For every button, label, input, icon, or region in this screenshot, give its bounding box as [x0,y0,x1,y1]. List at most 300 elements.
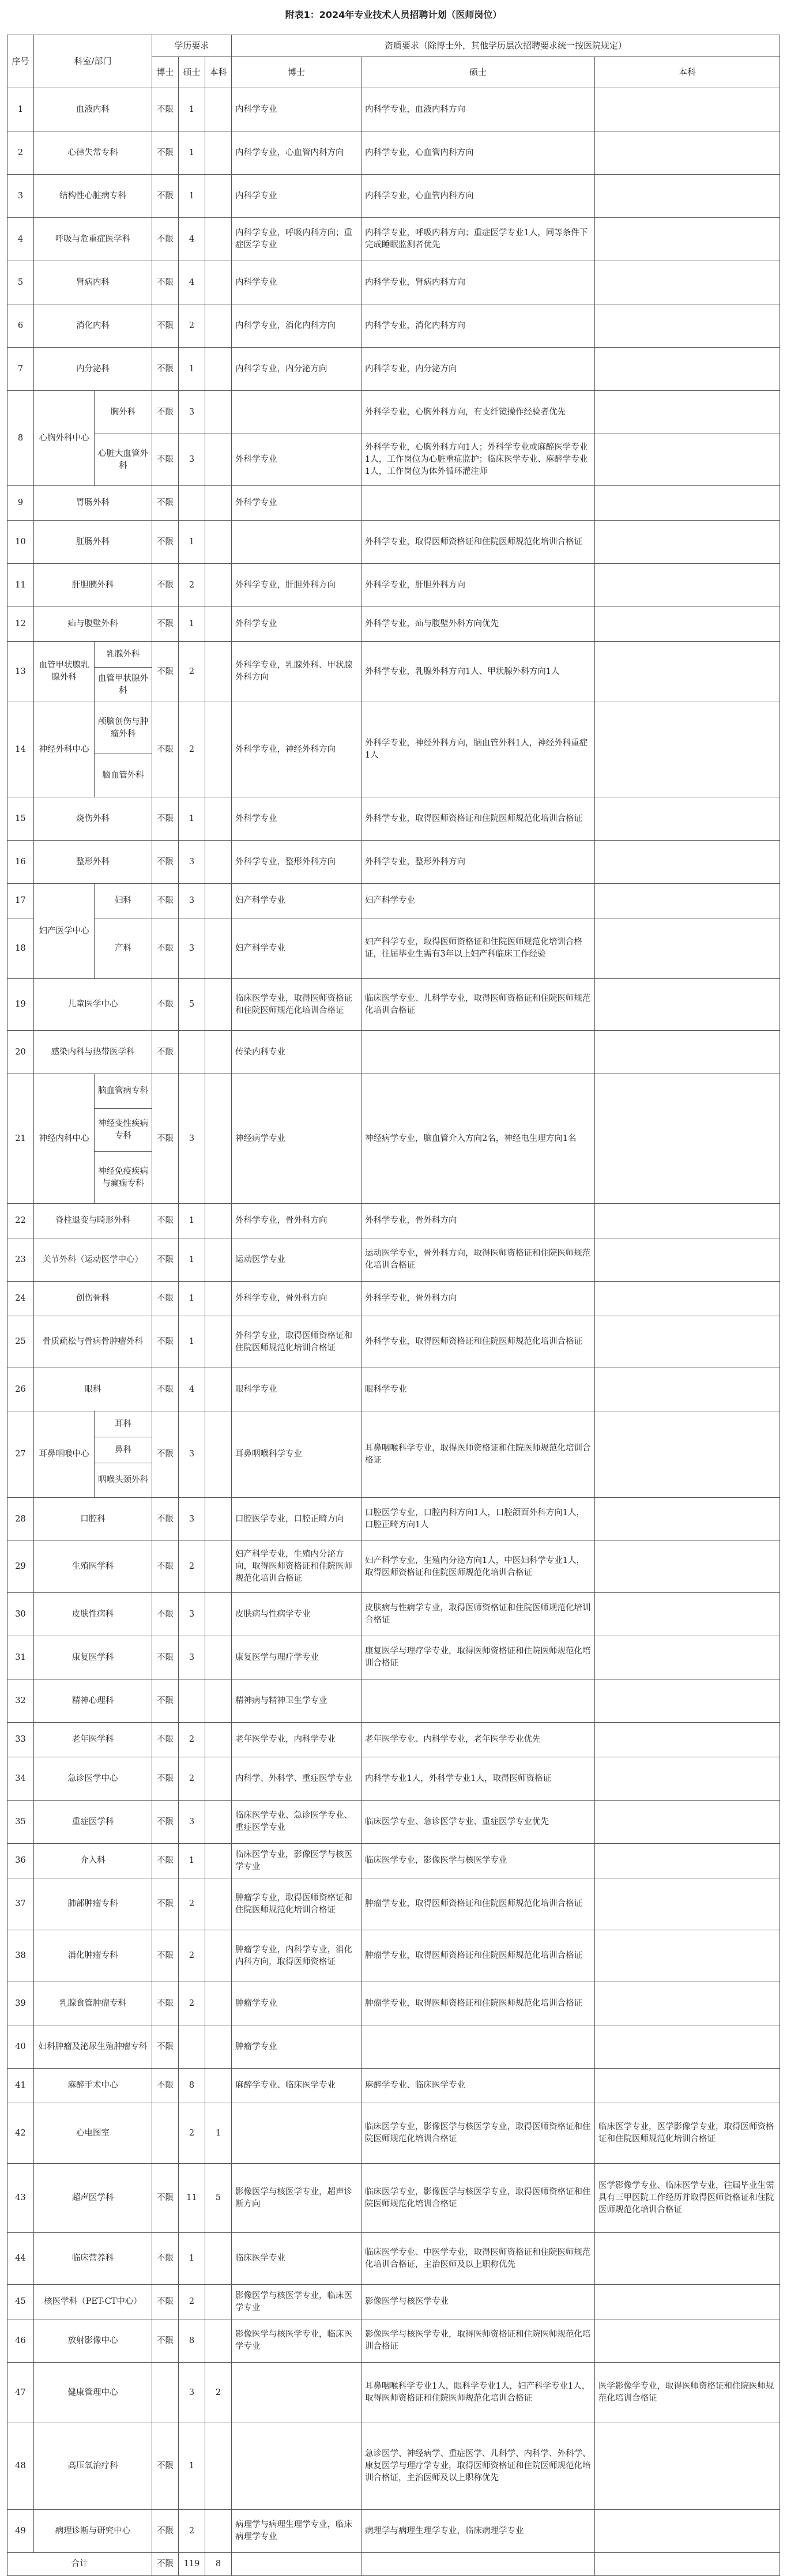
phd-req: 不限 [152,261,179,304]
qual-bachelor [595,1757,780,1801]
row-number: 36 [7,1844,34,1878]
row-number: 25 [7,1316,34,1368]
dept-name: 老年医学科 [34,1723,152,1757]
qual-bachelor [595,434,780,486]
table-row [7,1636,780,1679]
qual-phd: 肿瘤学专业，内科学专业，消化内科方向，取得医师资格证 [232,1930,362,1982]
phd-req: 不限 [152,434,179,486]
table-row [7,2103,780,2164]
phd-req: 不限 [152,884,179,918]
row-number: 8 [7,391,34,486]
table-row [7,2319,780,2363]
qual-bachelor [595,1636,780,1679]
qual-phd: 麻醉学专业、临床医学专业 [232,2069,362,2103]
qual-phd: 神经病学专业 [232,1074,362,1204]
phd-req: 不限 [152,1757,179,1801]
sub-dept-name: 脑血管外科 [95,754,152,797]
qual-master: 肿瘤学专业，取得医师资格证和住院医师规范化培训合格证 [362,1930,595,1982]
phd-req: 不限 [152,1930,179,1982]
qual-master [362,2025,595,2069]
master-count: 2 [179,564,205,607]
phd-req: 不限 [152,1801,179,1844]
dept-name: 心胸外科中心 [34,391,95,486]
table-row [7,1204,780,1238]
table-row [7,1368,780,1411]
sub-dept-name: 心脏大血管外科 [95,434,152,486]
qual-master: 老年医学专业、内科学专业，老年医学专业优先 [362,1723,595,1757]
table-row [7,1757,780,1801]
total-bachelor: 8 [205,2553,232,2576]
phd-req: 不限 [152,2233,179,2285]
master-count: 1 [179,797,205,841]
phd-req: 不限 [152,1031,179,1074]
dept-name: 康复医学科 [34,1636,152,1679]
sub-dept-name: 妇科 [95,884,152,918]
master-count: 2 [179,1878,205,1930]
qual-master: 外科学专业，取得医师资格证和住院医师规范化培训合格证 [362,1316,595,1368]
qual-master: 皮肤病与性病学专业，取得医师资格证和住院医师规范化培训合格证 [362,1593,595,1636]
row-number: 26 [7,1368,34,1411]
table-row [7,884,780,918]
master-count [179,1679,205,1723]
row-number: 41 [7,2069,34,2103]
row-number: 15 [7,797,34,841]
phd-req: 不限 [152,797,179,841]
table-row [7,607,780,642]
bachelor-count [205,218,232,261]
row-number: 22 [7,1204,34,1238]
master-count: 2 [179,702,205,797]
table-row [7,131,780,175]
dept-name: 口腔科 [34,1498,152,1541]
qual-bachelor [595,88,780,131]
qual-phd: 妇产科学专业 [232,918,362,979]
bachelor-count [205,88,232,131]
header-row [7,35,780,57]
qual-bachelor [595,918,780,979]
row-number: 6 [7,304,34,348]
row-number: 18 [7,918,34,979]
qual-master [362,1031,595,1074]
bachelor-count [205,702,232,797]
table-row [7,1238,780,1282]
table-row [7,2553,780,2576]
phd-req: 不限 [152,642,179,702]
phd-req: 不限 [152,1844,179,1878]
table-row [7,1031,780,1074]
qual-bachelor [595,797,780,841]
row-number: 43 [7,2164,34,2233]
master-count [179,486,205,521]
qual-master: 急诊医学、神经病学、重症医学、儿科学、内科学、外科学、康复医学与理疗学专业，取得医师资格证和住院医师规范化培训合格证，主治医师及以上职称优先 [362,2423,595,2510]
row-number: 4 [7,218,34,261]
row-number: 23 [7,1238,34,1282]
bachelor-count [205,2285,232,2319]
bachelor-count [205,884,232,918]
qual-master: 妇产科学专业 [362,884,595,918]
qual-phd: 老年医学专业，内科学专业 [232,1723,362,1757]
qual-bachelor [595,2423,780,2510]
qual-master: 外科学专业，骨外科方向 [362,1282,595,1316]
phd-req [152,2363,179,2423]
qual-bachelor [595,2233,780,2285]
row-number: 29 [7,1541,34,1593]
table-row [7,2164,780,2233]
row-number: 38 [7,1930,34,1982]
table-row [7,218,780,261]
table-row [7,1411,780,1437]
bachelor-count [205,434,232,486]
qual-bachelor [595,304,780,348]
row-number: 34 [7,1757,34,1801]
row-number: 39 [7,1982,34,2025]
dept-name: 重症医学科 [34,1801,152,1844]
bachelor-count [205,1878,232,1930]
master-count: 1 [179,348,205,391]
row-number: 1 [7,88,34,131]
bachelor-count [205,1074,232,1204]
master-count: 2 [179,1757,205,1801]
qual-master: 口腔医学专业，口腔内科方向1人，口腔颌面外科方向1人，口腔正畸方向1人 [362,1498,595,1541]
bachelor-count [205,175,232,218]
qual-phd [232,521,362,564]
qual-phd: 外科学专业，取得医师资格证和住院医师规范化培训合格证 [232,1316,362,1368]
phd-req: 不限 [152,2510,179,2553]
row-number: 9 [7,486,34,521]
qual-phd [232,391,362,434]
qual-bachelor [595,2319,780,2363]
table-row [7,1801,780,1844]
total-label: 合计 [7,2553,152,2576]
row-number: 24 [7,1282,34,1316]
qual-bachelor [595,564,780,607]
row-number: 7 [7,348,34,391]
qual-bachelor [595,1982,780,2025]
header-bachelor: 本科 [205,57,232,88]
phd-req: 不限 [152,521,179,564]
phd-req: 不限 [152,348,179,391]
row-number: 19 [7,979,34,1031]
qual-bachelor [595,841,780,884]
master-count: 5 [179,979,205,1031]
qual-master: 外科学专业，心胸外科方向，有支纤镜操作经验者优先 [362,391,595,434]
qual-bachelor [595,2025,780,2069]
qual-master: 临床医学专业、急诊医学专业、重症医学专业优先 [362,1801,595,1844]
phd-req: 不限 [152,1074,179,1204]
table-row [7,564,780,607]
qual-master: 内科学专业，血液内科方向 [362,88,595,131]
row-number: 3 [7,175,34,218]
phd-req: 不限 [152,2285,179,2319]
qual-bachelor [595,1878,780,1930]
dept-name: 内分泌科 [34,348,152,391]
qual-bachelor [595,391,780,434]
bachelor-count [205,521,232,564]
qual-phd: 妇产科学专业 [232,884,362,918]
qual-master: 运动医学专业，骨外科方向，取得医师资格证和住院医师规范化培训合格证 [362,1238,595,1282]
dept-name: 肝胆胰外科 [34,564,152,607]
row-number: 2 [7,131,34,175]
row-number: 17 [7,884,34,918]
dept-name: 脊柱退变与畸形外科 [34,1204,152,1238]
master-count: 2 [179,2510,205,2553]
master-count: 3 [179,2363,205,2423]
dept-name: 呼吸与危重症医学科 [34,218,152,261]
master-count: 1 [179,1204,205,1238]
bachelor-count [205,1982,232,2025]
phd-req: 不限 [152,131,179,175]
bachelor-count [205,642,232,702]
row-number: 13 [7,642,34,702]
dept-name: 妇科肿瘤及泌尿生殖肿瘤专科 [34,2025,152,2069]
master-count: 1 [179,607,205,642]
qual-phd: 内科学专业 [232,88,362,131]
sub-dept-name: 咽喉头颈外科 [95,1463,152,1498]
phd-req: 不限 [152,1411,179,1498]
header-q-master: 硕士 [362,57,595,88]
dept-name: 结构性心脏病专科 [34,175,152,218]
header-qual: 资质要求（除博士外，其他学历层次招聘要求统一按医院规定） [232,35,780,57]
dept-name: 神经外科中心 [34,702,95,797]
table-row [7,2025,780,2069]
qual-bachelor [595,1844,780,1878]
table-row [7,175,780,218]
qual-bachelor [595,2069,780,2103]
table-row [7,2423,780,2510]
sub-dept-name: 乳腺外科 [95,642,152,668]
qual-phd [232,2363,362,2423]
qual-master: 内科学专业，心血管内科方向 [362,131,595,175]
bachelor-count [205,1844,232,1878]
qual-bachelor [595,1498,780,1541]
qual-phd: 临床医学专业、急诊医学专业、重症医学专业 [232,1801,362,1844]
qual-phd: 外科学专业，神经外科方向 [232,702,362,797]
header-seq: 序号 [7,35,34,88]
master-count: 2 [179,2285,205,2319]
master-count: 3 [179,1074,205,1204]
qual-bachelor [595,2285,780,2319]
dept-name: 急诊医学中心 [34,1757,152,1801]
dept-name: 皮肤性病科 [34,1593,152,1636]
row-number: 31 [7,1636,34,1679]
master-count: 3 [179,1593,205,1636]
row-number: 42 [7,2103,34,2164]
master-count: 3 [179,884,205,918]
table-row [7,1878,780,1930]
phd-req: 不限 [152,841,179,884]
dept-name: 乳腺食管肿瘤专科 [34,1982,152,2025]
qual-bachelor [595,1679,780,1723]
bachelor-count [205,1723,232,1757]
master-count: 2 [179,1982,205,2025]
qual-master: 内科学专业，心血管内科方向 [362,175,595,218]
qual-bachelor [595,1238,780,1282]
phd-req: 不限 [152,1878,179,1930]
table-row [7,1282,780,1316]
bachelor-count [205,1930,232,1982]
row-number: 14 [7,702,34,797]
master-count: 1 [179,175,205,218]
dept-name: 儿童医学中心 [34,979,152,1031]
master-count: 3 [179,1498,205,1541]
qual-phd: 肿瘤学专业，取得医师资格证和住院医师规范化培训合格证 [232,1878,362,1930]
bachelor-count: 5 [205,2164,232,2233]
master-count: 1 [179,1316,205,1368]
qual-master: 外科学专业，心胸外科方向1人；外科学专业或麻醉医学专业1人，工作岗位为心脏重症监护；临床医学专业、麻醉学专业1人，工作岗位为体外循环灌注师 [362,434,595,486]
bachelor-count [205,391,232,434]
row-number: 47 [7,2363,34,2423]
header-q-bachelor: 本科 [595,57,780,88]
bachelor-count: 2 [205,2363,232,2423]
master-count: 3 [179,1411,205,1498]
table-row [7,797,780,841]
row-number: 46 [7,2319,34,2363]
dept-name: 烧伤外科 [34,797,152,841]
phd-req [152,2103,179,2164]
dept-name: 消化内科 [34,304,152,348]
qual-bachelor [595,261,780,304]
qual-master: 影像医学与核医学专业，取得医师资格证和住院医师规范化培训合格证 [362,2319,595,2363]
phd-req: 不限 [152,1204,179,1238]
phd-req: 不限 [152,1679,179,1723]
phd-req: 不限 [152,1723,179,1757]
phd-req: 不限 [152,1541,179,1593]
phd-req: 不限 [152,1316,179,1368]
qual-bachelor [595,1930,780,1982]
qual-phd: 外科学专业，骨外科方向 [232,1282,362,1316]
qual-phd: 外科学专业 [232,434,362,486]
phd-req: 不限 [152,486,179,521]
dept-name: 神经内科中心 [34,1074,95,1204]
master-count: 1 [179,2233,205,2285]
bachelor-count [205,2319,232,2363]
bachelor-count [205,1636,232,1679]
master-count: 3 [179,434,205,486]
qual-master: 外科学专业，骨外科方向 [362,1204,595,1238]
bachelor-count [205,2233,232,2285]
table-row [7,2285,780,2319]
bachelor-count [205,1801,232,1844]
master-count: 4 [179,218,205,261]
table-row [7,2069,780,2103]
table-row [7,642,780,668]
master-count: 4 [179,261,205,304]
dept-name: 精神心理科 [34,1679,152,1723]
dept-name: 放射影像中心 [34,2319,152,2363]
bachelor-count [205,486,232,521]
sub-dept-name: 产科 [95,918,152,979]
total-qual-bachelor [595,2553,780,2576]
qual-phd: 外科学专业，骨外科方向 [232,1204,362,1238]
phd-req: 不限 [152,1238,179,1282]
qual-bachelor [595,348,780,391]
bachelor-count [205,797,232,841]
qual-phd: 运动医学专业 [232,1238,362,1282]
sub-dept-name: 血管甲状腺外科 [95,668,152,702]
qual-phd: 外科学专业，整形外科方向 [232,841,362,884]
qual-master [362,1679,595,1723]
master-count: 8 [179,2319,205,2363]
header-master: 硕士 [179,57,205,88]
qual-bachelor: 医学影像学专业，取得医师资格证和住院医师规范化培训合格证 [595,2363,780,2423]
bachelor-count [205,841,232,884]
qual-master: 临床医学专业，影像医学与核医学专业，取得医师资格证和住院医师规范化培训合格证 [362,2164,595,2233]
bachelor-count [205,1238,232,1282]
qual-phd: 内科学专业，内分泌方向 [232,348,362,391]
phd-req: 不限 [152,1636,179,1679]
phd-req: 不限 [152,1368,179,1411]
row-number: 21 [7,1074,34,1204]
qual-phd: 影像医学与核医学专业，临床医学专业 [232,2319,362,2363]
dept-name: 心电图室 [34,2103,152,2164]
table-row [7,1723,780,1757]
row-number: 11 [7,564,34,607]
row-number: 37 [7,1878,34,1930]
master-count [179,2025,205,2069]
phd-req: 不限 [152,1282,179,1316]
qual-phd [232,2423,362,2510]
master-count: 2 [179,2103,205,2164]
qual-master: 外科学专业，整形外科方向 [362,841,595,884]
qual-phd: 外科学专业，肝胆外科方向 [232,564,362,607]
sub-dept-name: 脑血管病专科 [95,1074,152,1109]
master-count: 3 [179,918,205,979]
qual-bachelor [595,1031,780,1074]
bachelor-count [205,1498,232,1541]
bachelor-count [205,1316,232,1368]
row-number: 16 [7,841,34,884]
table-row [7,2363,780,2423]
bachelor-count [205,1031,232,1074]
dept-name: 麻醉手术中心 [34,2069,152,2103]
qual-bachelor [595,1801,780,1844]
master-count: 2 [179,642,205,702]
master-count: 4 [179,1368,205,1411]
master-count: 1 [179,1844,205,1878]
qual-bachelor [595,1541,780,1593]
table-row [7,348,780,391]
bachelor-count [205,1368,232,1411]
row-number: 49 [7,2510,34,2553]
phd-req: 不限 [152,979,179,1031]
master-count: 8 [179,2069,205,2103]
table-row [7,1074,780,1109]
qual-master: 妇产科学专业，生殖内分泌方向1人，中医妇科学专业1人，取得医师资格证和住院医师规范化培训合格证 [362,1541,595,1593]
qual-phd: 外科学专业，乳腺外科、甲状腺外科方向 [232,642,362,702]
qual-master: 康复医学与理疗学专业，取得医师资格证和住院医师规范化培训合格证 [362,1636,595,1679]
dept-name: 生殖医学科 [34,1541,152,1593]
table-row [7,979,780,1031]
phd-req: 不限 [152,2069,179,2103]
qual-master: 眼科学专业 [362,1368,595,1411]
total-phd: 不限 [152,2553,179,2576]
qual-phd [232,2103,362,2164]
qual-master: 病理学与病理生理学专业，临床病理学专业 [362,2510,595,2553]
qual-master: 外科学专业，疝与腹壁外科方向优先 [362,607,595,642]
sub-dept-name: 胸外科 [95,391,152,434]
bachelor-count [205,979,232,1031]
bachelor-count [205,918,232,979]
master-count: 1 [179,1238,205,1282]
row-number: 32 [7,1679,34,1723]
master-count: 1 [179,2423,205,2510]
sub-dept-name: 鼻科 [95,1437,152,1463]
row-number: 10 [7,521,34,564]
qual-phd: 肿瘤学专业 [232,1982,362,2025]
recruitment-table [7,35,780,2576]
qual-master: 临床医学专业，影像医学与核医学专业 [362,1844,595,1878]
qual-phd: 影像医学与核医学专业，临床医学专业 [232,2285,362,2319]
